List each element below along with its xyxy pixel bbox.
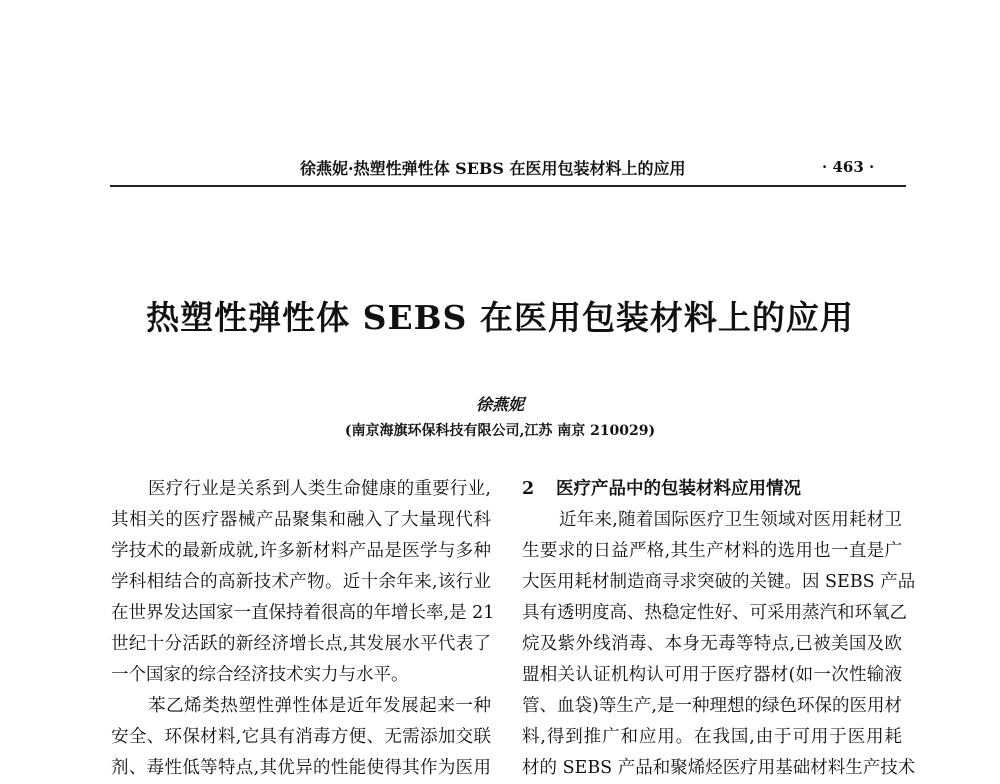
text-line: 其相关的医疗器械产品聚集和融入了大量现代科: [111, 510, 491, 530]
text-line: 世纪十分活跃的新经济增长点,其发展水平代表了: [111, 634, 491, 654]
page-number: · 463 ·: [822, 158, 875, 176]
text-line: 烷及紫外线消毒、本身无毒等特点,已被美国及欧: [522, 634, 902, 654]
text-line: 大医用耗材制造商寻求突破的关键。因 SEBS 产品: [522, 572, 916, 592]
text-line: 料,得到推广和应用。在我国,由于可用于医用耗: [522, 727, 902, 747]
text-line: 管、血袋)等生产,是一种理想的绿色环保的医用材: [522, 696, 902, 716]
left-column: [111, 474, 495, 784]
author-name: 徐燕妮: [475, 395, 524, 414]
article-title: 热塑性弹性体 SEBS 在医用包装材料上的应用: [146, 298, 854, 337]
text-line: 盟相关认证机构认可用于医疗器材(如一次性输液: [522, 665, 902, 685]
text-line: 一个国家的综合经济技术实力与水平。: [111, 665, 409, 685]
text-line: 苯乙烯类热塑性弹性体是近年发展起来一种: [148, 696, 491, 716]
text-line: 近年来,随着国际医疗卫生领域对医用耗材卫: [559, 510, 902, 530]
header-rule: [110, 185, 906, 187]
text-line: 学科相结合的高新技术产物。近十余年来,该行业: [111, 572, 491, 592]
text-line: 材的 SEBS 产品和聚烯烃医疗用基础材料生产技术: [522, 758, 916, 778]
section-number: 2: [522, 479, 535, 499]
text-line: 在世界发达国家一直保持着很高的年增长率,是 21: [111, 603, 495, 623]
text-line: 学技术的最新成就,许多新材料产品是医学与多种: [111, 541, 491, 561]
running-header-title: 徐燕妮·热塑性弹性体 SEBS 在医用包装材料上的应用: [300, 159, 686, 178]
right-column: [522, 474, 916, 784]
text-line: 具有透明度高、热稳定性好、可采用蒸汽和环氧乙: [522, 603, 907, 623]
text-line: 生要求的日益严格,其生产材料的选用也一直是广: [522, 541, 902, 561]
text-line: 剂、毒性低等特点,其优异的性能使得其作为医用: [111, 758, 491, 778]
text-line: 医疗行业是关系到人类生命健康的重要行业,: [148, 479, 491, 499]
section-title: 医疗产品中的包装材料应用情况: [556, 479, 801, 499]
text-line: 安全、环保材料,它具有消毒方便、无需添加交联: [111, 727, 491, 747]
author-affiliation: (南京海旗环保科技有限公司,江苏 南京 210029): [344, 423, 656, 439]
section-heading: [522, 474, 902, 505]
